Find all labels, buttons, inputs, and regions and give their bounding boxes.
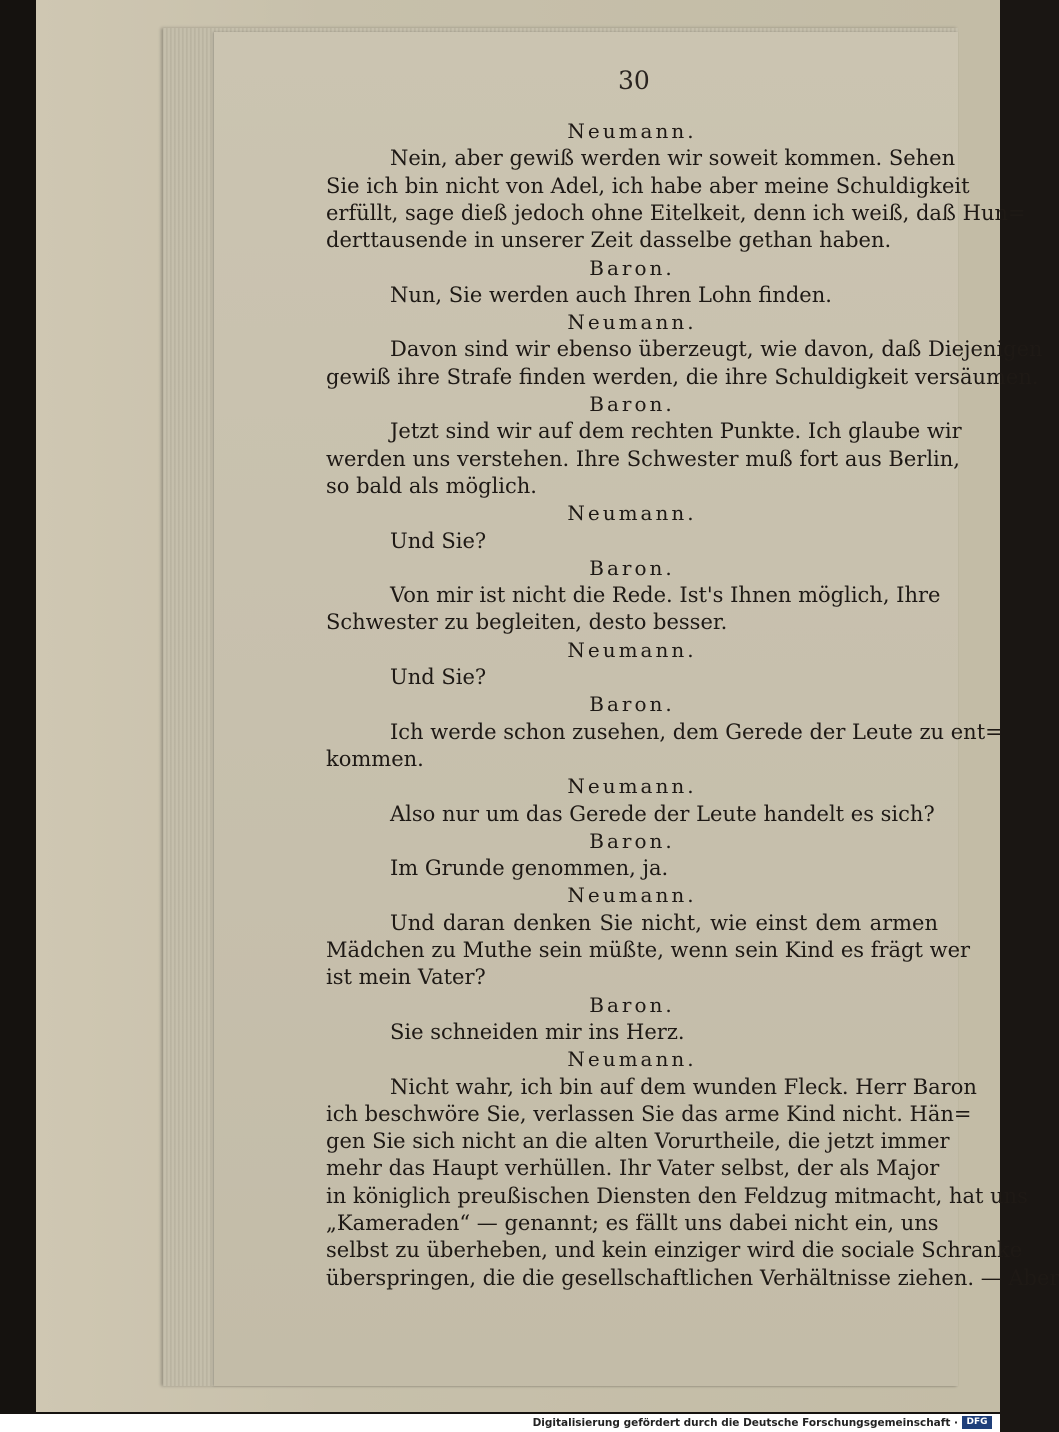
speaker-name: Baron.	[589, 392, 675, 416]
text-line: selbst zu überheben, und kein einziger wird die sociale Schranke	[326, 1238, 1023, 1263]
speaker-name: Baron.	[589, 692, 675, 717]
text-line: Ich werde schon zusehen, dem Gerede der Leute zu ent=	[390, 719, 1003, 744]
speaker-name: Neumann.	[567, 501, 697, 526]
speaker-name: Baron.	[589, 255, 675, 280]
footer-credit: Digitalisierung gefördert durch die Deutsche Forschungsgemeinschaft ·	[532, 1417, 958, 1429]
speaker-name: Baron.	[589, 828, 675, 853]
text-line: Im Grunde genommen, ja.	[390, 856, 669, 881]
speaker-name: Neumann.	[567, 883, 697, 908]
text-line: Und Sie?	[390, 665, 487, 689]
speaker-name: Baron.	[589, 992, 675, 1017]
speaker-name: Baron.	[589, 555, 675, 580]
text-line: Von mir ist nicht die Rede. Ist's Ihnen möglich, Ihre	[390, 583, 941, 608]
text-line: Schwester zu begleiten, desto besser.	[326, 610, 728, 635]
dfg-logo-icon: DFG	[962, 1416, 992, 1429]
text-line: gewiß ihre Strafe finden werden, die ihre Schuldigkeit versäumen.	[326, 364, 1039, 389]
text-line: ich beschwöre Sie, verlassen Sie das arme Kind nicht. Hän=	[326, 1101, 972, 1126]
speaker-name: Neumann.	[567, 637, 697, 662]
text-line: mehr das Haupt verhüllen. Ihr Vater selbst, der als Major	[326, 1156, 940, 1181]
text-line: Jetzt sind wir auf dem rechten Punkte. Ich glaube wir	[390, 419, 962, 444]
text-line: Nun, Sie werden auch Ihren Lohn finden.	[390, 282, 832, 307]
text-line: werden uns verstehen. Ihre Schwester muß fort aus Berlin,	[326, 446, 960, 471]
text-line: Sie schneiden mir ins Herz.	[390, 1019, 685, 1044]
text-line: Nein, aber gewiß werden wir soweit kommen. Sehen	[390, 146, 956, 171]
text-line: Und Sie?	[390, 528, 487, 553]
speaker-name: Neumann.	[567, 774, 697, 799]
text-line: Nicht wahr, ich bin auf dem wunden Fleck. Herr Baron	[390, 1074, 977, 1099]
text-line: in königlich preußischen Diensten den Feldzug mitmacht, hat uns	[326, 1183, 1028, 1208]
text-line: überspringen, die die gesellschaftlichen Verhältnisse ziehen. — Aber	[326, 1265, 1059, 1290]
text-line: Sie ich bin nicht von Adel, ich habe aber meine Schuldigkeit	[326, 173, 970, 198]
text-line: erfüllt, sage dieß jedoch ohne Eitelkeit, denn ich weiß, daß Hun=	[326, 200, 1026, 225]
text-line: „Kameraden“ — genannt; es fällt uns dabei nicht ein, uns	[326, 1211, 939, 1235]
text-line: Und daran denken Sie nicht, wie einst dem armen	[390, 910, 938, 935]
speaker-name: Neumann.	[567, 119, 697, 143]
text-line: Also nur um das Gerede der Leute handelt es sich?	[390, 801, 935, 826]
text-line: derttausende in unserer Zeit dasselbe gethan haben.	[326, 228, 892, 253]
text-line: Mädchen zu Muthe sein müßte, wenn sein Kind es frägt wer	[326, 938, 971, 962]
speaker-name: Neumann.	[567, 1047, 697, 1072]
text-line: kommen.	[326, 746, 424, 771]
page-number: 30	[618, 66, 650, 95]
text-line: gen Sie sich nicht an die alten Vorurtheile, die jetzt immer	[326, 1129, 950, 1154]
text-line: ist mein Vater?	[326, 965, 486, 990]
speaker-name: Neumann.	[567, 310, 697, 335]
text-line: Davon sind wir ebenso überzeugt, wie davon, daß Diejenigen	[390, 337, 1043, 362]
text-line: so bald als möglich.	[326, 473, 537, 498]
